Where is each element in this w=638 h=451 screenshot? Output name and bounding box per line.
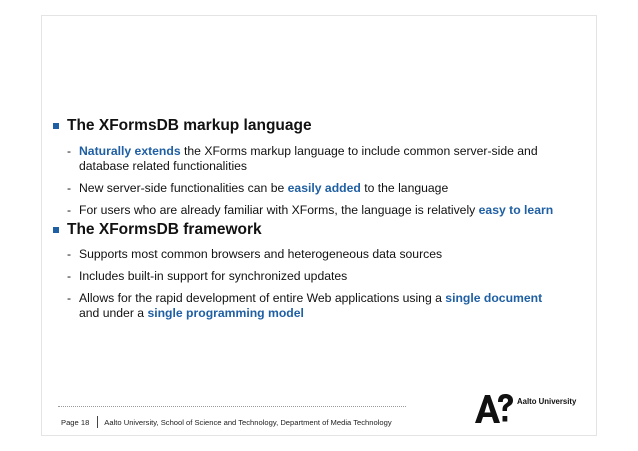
bullet-text: to the language xyxy=(360,181,449,195)
aalto-logo xyxy=(474,394,594,424)
footer xyxy=(61,416,392,428)
bullet-line xyxy=(79,159,553,174)
section-heading xyxy=(52,221,542,239)
bullet-item xyxy=(52,247,542,262)
bullet-text: For users who are already familiar with XForms, the language is relatively xyxy=(79,203,479,217)
bullet-text: Includes built-in support for synchronized updates xyxy=(79,269,348,283)
footer-divider xyxy=(58,406,406,407)
bullet-text: New server-side functionalities can be xyxy=(79,181,288,195)
bullet-line xyxy=(79,144,553,159)
bullet-item xyxy=(52,203,553,218)
bullet-line xyxy=(79,181,553,196)
bullet-item xyxy=(52,144,553,174)
section-framework xyxy=(52,221,542,321)
dash-marker: - xyxy=(67,247,72,261)
bullet-item xyxy=(52,269,542,284)
bullet-line xyxy=(79,203,553,218)
bullet-line xyxy=(79,291,542,306)
highlight-text: single document xyxy=(445,291,543,305)
section-heading-text: The XFormsDB markup language xyxy=(67,117,312,134)
highlight-text: single programming model xyxy=(147,306,304,320)
dash-marker: - xyxy=(67,203,72,217)
section-heading xyxy=(52,117,553,135)
bullet-text: Allows for the rapid development of entire Web applications using a xyxy=(79,291,446,305)
highlight-text: easy to learn xyxy=(478,203,554,217)
bullet-item xyxy=(52,181,553,196)
square-bullet-icon xyxy=(53,227,59,233)
bullet-text: Supports most common browsers and heterogeneous data sources xyxy=(79,247,443,261)
dash-marker: - xyxy=(67,144,72,158)
bullet-line xyxy=(79,269,542,284)
dash-marker: - xyxy=(67,291,72,305)
section-markup-language xyxy=(52,117,553,218)
logo-text: Aalto University xyxy=(517,397,577,406)
bullet-text: and under a xyxy=(79,306,148,320)
section-heading-text: The XFormsDB framework xyxy=(67,221,262,238)
page-number: Page 18 xyxy=(61,417,90,427)
bullet-text: database related functionalities xyxy=(79,159,248,173)
highlight-text: easily added xyxy=(287,181,361,195)
bullet-line xyxy=(79,247,542,262)
square-bullet-icon xyxy=(53,123,59,129)
bullet-line xyxy=(79,306,542,321)
dash-marker: - xyxy=(67,269,72,283)
highlight-text: Naturally extends xyxy=(79,144,181,158)
aalto-logo-mark-icon xyxy=(474,394,514,424)
footer-separator xyxy=(97,416,98,428)
footer-organization: Aalto University, School of Science and Technology, Department of Media Technology xyxy=(104,417,392,427)
bullet-item xyxy=(52,291,542,321)
dash-marker: - xyxy=(67,181,72,195)
bullet-text: the XForms markup language to include common server-side and xyxy=(180,144,538,158)
